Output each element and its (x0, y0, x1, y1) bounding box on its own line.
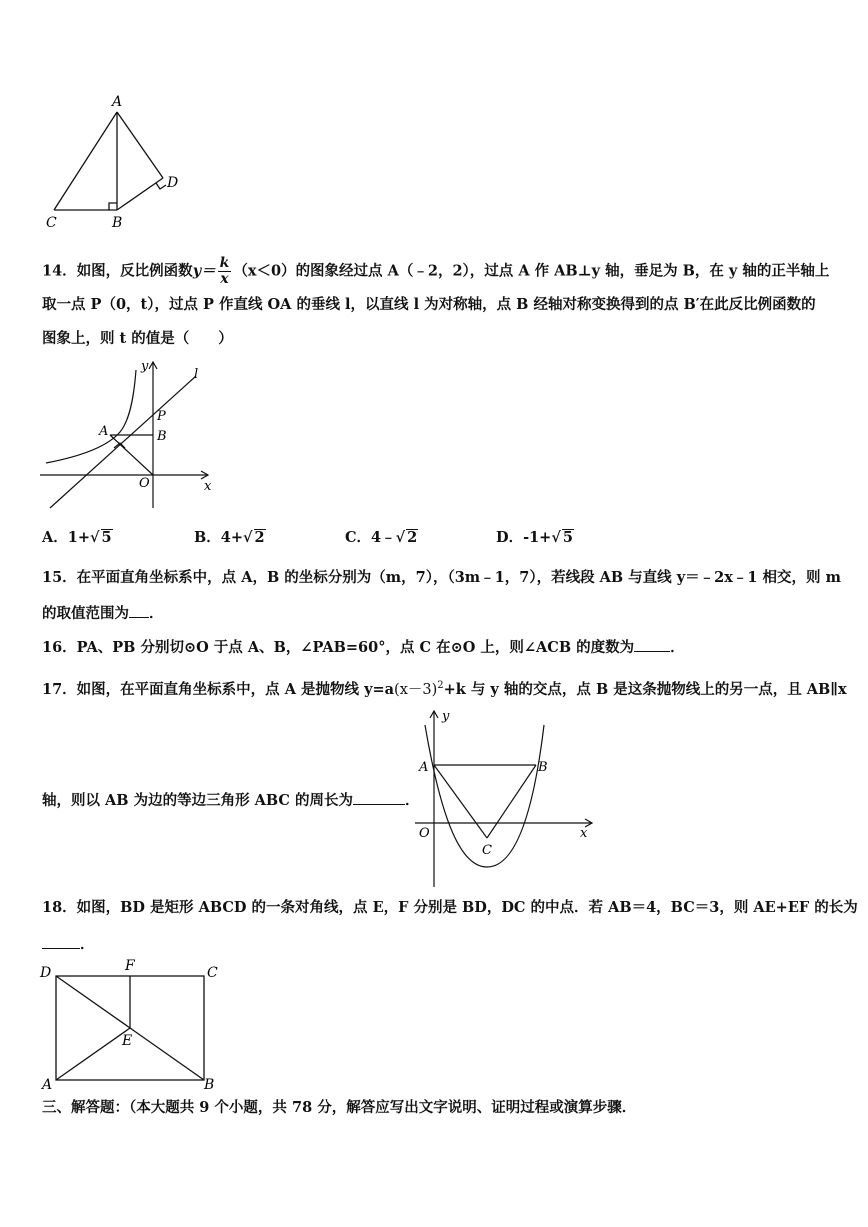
label-d: D (167, 175, 179, 191)
option-c-pre: 4﹣ (371, 529, 396, 546)
q17-answer-blank (353, 790, 405, 805)
q18-point-c: C (207, 965, 218, 981)
figure-triangle-abcd (40, 90, 190, 235)
q14-option-d: D．-1+√ 5 (496, 529, 573, 546)
q15-answer-blank (129, 603, 149, 618)
option-d-pre: -1+ (523, 529, 552, 546)
q14-frac-den: x (220, 271, 229, 287)
q17-line2 (42, 790, 420, 811)
section-3-heading: 三、解答题：（本大题共 9 个小题，共 78 分，解答应写出文字说明、证明过程或演算步骤． (42, 1099, 637, 1116)
q15-line2-post: ． (149, 605, 164, 622)
q14-option-c: C．4﹣√ 2 (345, 529, 418, 546)
q17-point-a: A (419, 760, 429, 775)
q16-line (42, 637, 685, 658)
option-d-radicand: 5 (562, 529, 573, 546)
q18-point-d: D (40, 965, 52, 981)
q14-frac-num: k (219, 255, 230, 271)
q17-line2-pre: 轴，则以 AB 为边的等边三角形 ABC 的周长为 (42, 792, 354, 809)
option-d-label: D． (496, 529, 524, 546)
option-b-pre: 4+ (220, 529, 244, 546)
q15-line2 (42, 603, 164, 624)
q14-option-b: B．4+√ 2 (194, 529, 265, 546)
option-b-label: B． (194, 529, 221, 546)
q17-point-b: B (538, 760, 548, 775)
q14-line2: 取一点 P（0，t），过点 P 作直线 OA 的垂线 l，以直线 l 为对称轴，点 B 经轴对称变换得到的点 B′在此反比例函数的 (42, 296, 816, 313)
option-c-radicand: 2 (407, 529, 418, 546)
q14-point-o: O (139, 476, 150, 491)
q14-axis-x: x (204, 479, 212, 494)
figure-q14-graph (38, 356, 218, 516)
q14-axis-y: y (141, 359, 149, 374)
option-c-label: C． (345, 529, 372, 546)
q14-func-y: y＝ (192, 262, 216, 280)
q17-axis-x: x (580, 826, 588, 841)
q18-line1 (42, 898, 858, 918)
q18-answer-blank (42, 934, 80, 949)
q18-line1-text: 18．如图，BD 是矩形 ABCD 的一条对角线，点 E，F 分别是 BD，DC 的中点．若 AB＝4，BC＝3，则 AE+EF 的长为 (42, 899, 858, 916)
q14-point-b: B (157, 429, 167, 444)
q14-fraction (218, 256, 232, 287)
option-a-label: A． (42, 529, 68, 546)
q18-point-f: F (125, 958, 135, 974)
q14-point-p: P (157, 409, 166, 424)
q14-line1 (42, 256, 829, 287)
q14-option-a: A．1+√ 5 (42, 529, 112, 546)
q18-point-e: E (122, 1033, 133, 1049)
q14-line3: 图象上，则 t 的值是（ ） (42, 330, 233, 347)
q17-exponent: 2 (437, 680, 444, 691)
q17-point-c: C (482, 843, 492, 858)
label-c: C (46, 215, 57, 231)
q17-line1-pre: 17．如图，在平面直角坐标系中，点 A 是抛物线 y=a (42, 680, 395, 698)
q16-answer-blank (634, 637, 670, 652)
q17-expr: (x－3) (394, 681, 438, 698)
option-b-radicand: 2 (254, 529, 265, 546)
q14-line1-pre: 如图，反比例函数 (76, 262, 193, 280)
q17-line2-post: ． (405, 792, 420, 809)
figure-q18-rectangle (36, 955, 226, 1095)
q14-line-l: l (194, 367, 199, 382)
q15-line1: 15．在平面直角坐标系中，点 A，B 的坐标分别为（m，7），（3m﹣1，7），若线段 AB 与直线 y＝﹣2x﹣1 相交，则 m (42, 569, 841, 586)
q16-text-post: ． (670, 639, 685, 656)
q18-point-a: A (42, 1077, 53, 1093)
q17-point-o: O (419, 826, 430, 841)
q14-number: 14． (42, 262, 77, 280)
label-b: B (112, 215, 123, 231)
q18-line2-post: ． (80, 936, 95, 953)
q18-line2 (42, 934, 95, 955)
q17-line1-post: +k 与 y 轴的交点，点 B 是这条抛物线上的另一点，且 AB∥x (443, 680, 847, 698)
label-a: A (112, 94, 123, 110)
q14-point-a: A (99, 424, 109, 439)
q15-line2-pre: 的取值范围为 (42, 605, 129, 622)
q17-line1 (42, 676, 847, 700)
option-a-pre: 1+ (67, 529, 91, 546)
q17-axis-y: y (442, 709, 450, 724)
option-a-radicand: 5 (101, 529, 112, 546)
q18-point-b: B (204, 1077, 215, 1093)
q14-line1-post: 的图象经过点 A（﹣2，2），过点 A 作 AB⊥y 轴，垂足为 B，在 y 轴的正半轴上 (295, 262, 830, 280)
q14-cond: （x＜0） (233, 262, 296, 280)
q16-text-pre: 16．PA、PB 分别切⊙O 于点 A、B，∠PAB=60°，点 C 在⊙O 上，则∠ACB 的度数为 (42, 639, 635, 656)
figure-q17-parabola (410, 705, 600, 890)
